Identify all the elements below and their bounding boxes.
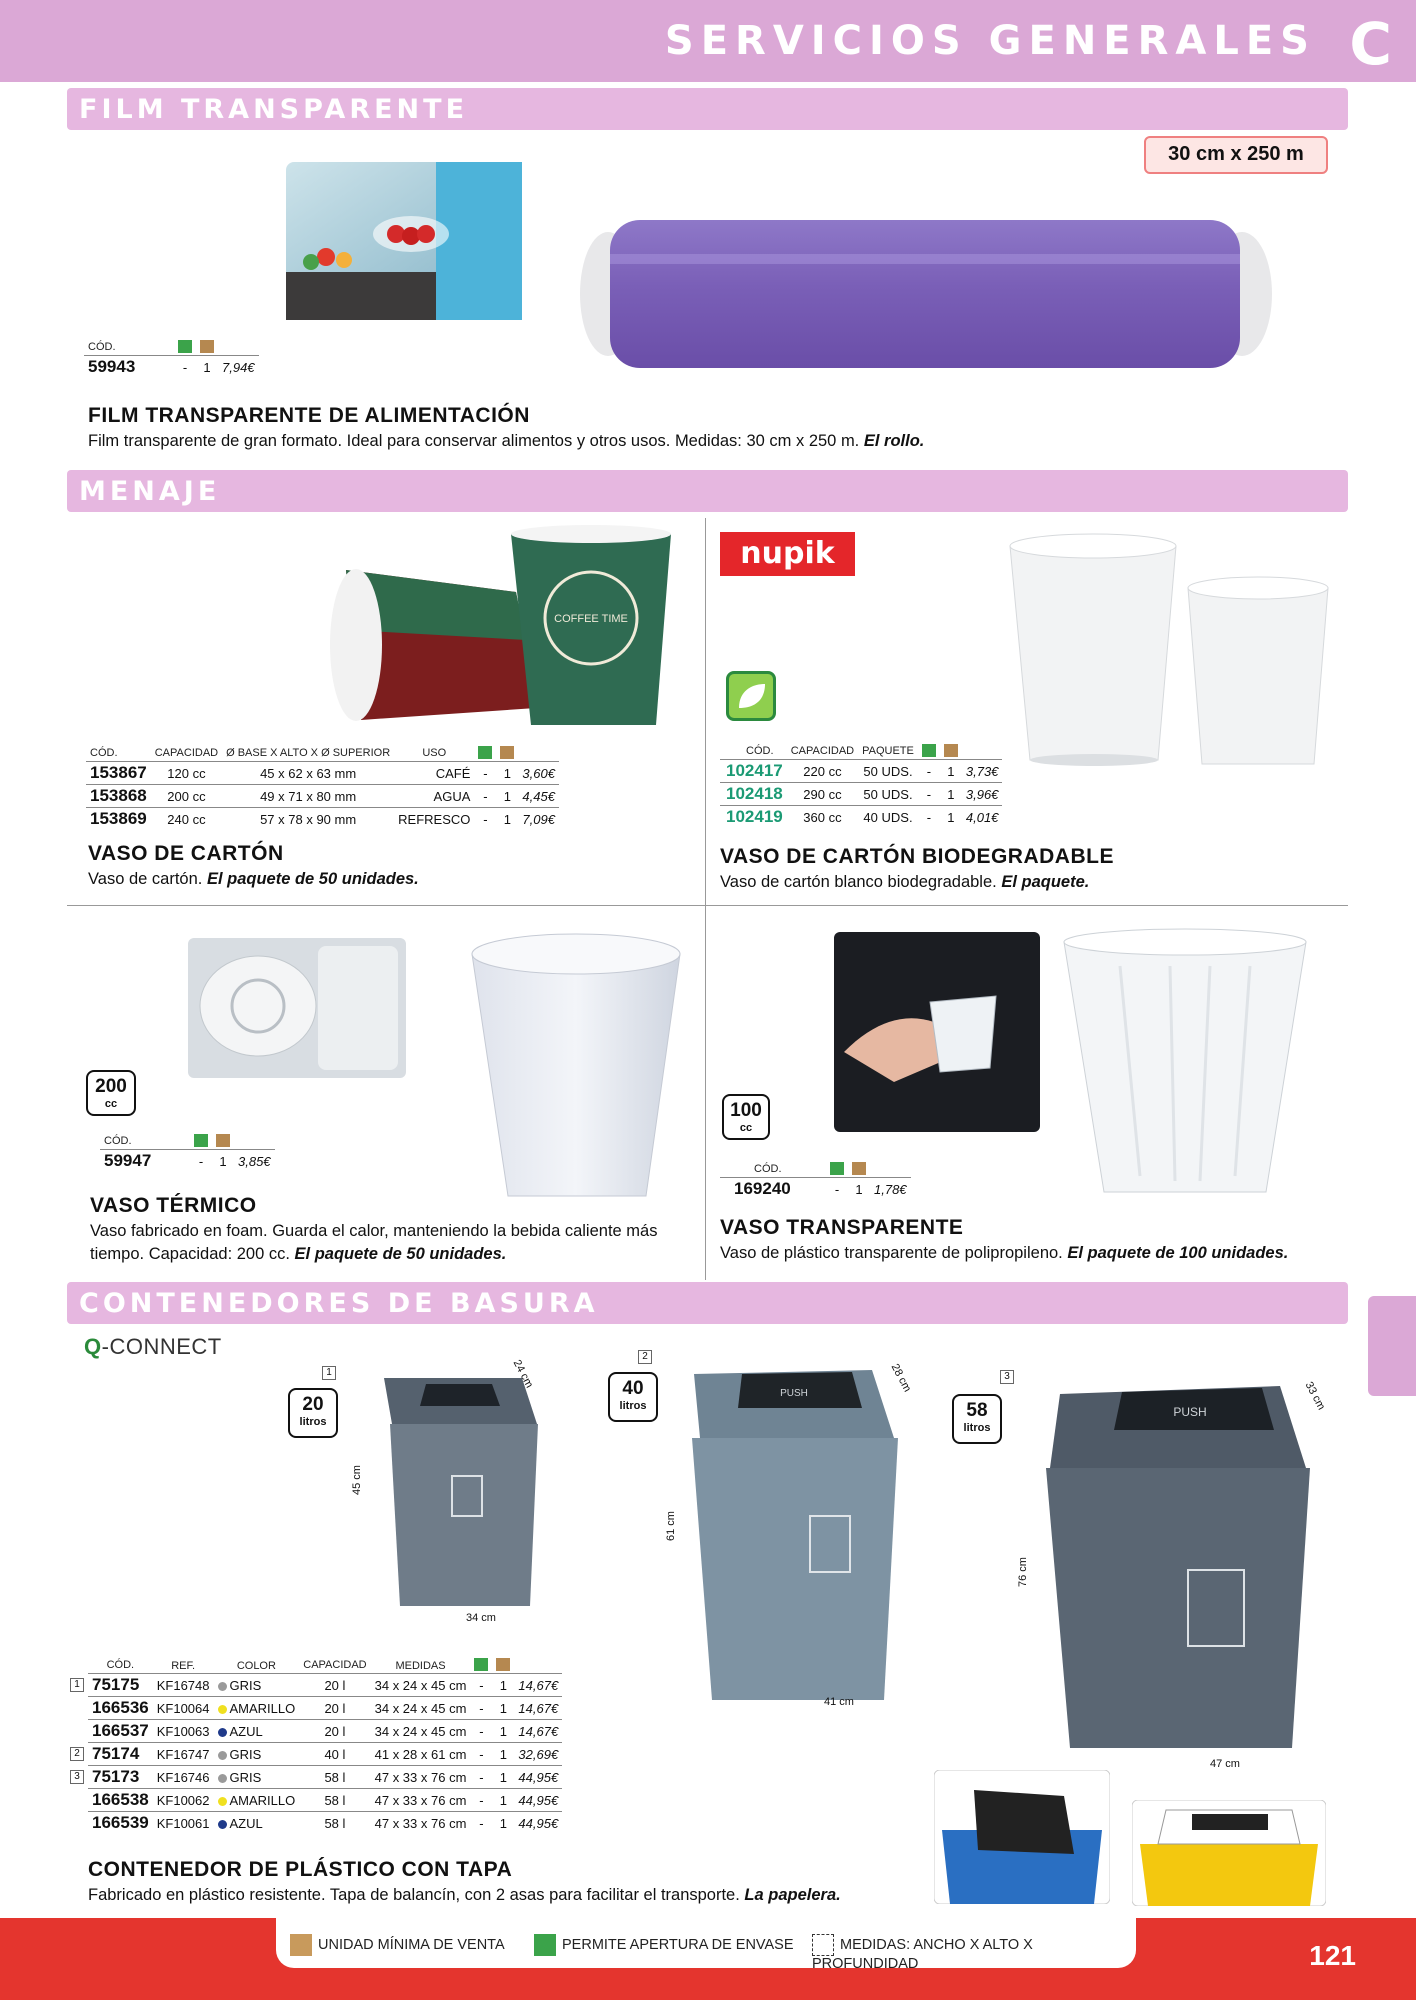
bin-depth-label: 24 cm [510,1357,536,1391]
capacity-badge: 200 cc [86,1070,136,1116]
color-dot [218,1820,227,1829]
vaso-transparente-title: VASO TRANSPARENTE [720,1216,964,1239]
capacity-badge: 100 cc [722,1094,770,1140]
vaso-carton-description: Vaso de cartón. El paquete de 50 unidades. [88,870,419,888]
col-capacidad: CAPACIDAD [790,744,855,757]
footer-legend: UNIDAD MÍNIMA DE VENTA PERMITE APERTURA DE ENVASE MEDIDAS: ANCHO X ALTO X PROFUNDIDAD [276,1918,1136,1968]
table-row: 1 75175 KF16748 GRIS 20 l 34 x 24 x 45 cm - 1 14,67€ [66,1674,562,1697]
box-icon [200,340,214,353]
contenedor-table [66,1658,562,1835]
page-number: 121 [1309,1940,1356,1971]
bin-depth-label: 28 cm [888,1361,914,1395]
vaso-bio-title: VASO DE CARTÓN BIODEGRADABLE [720,845,1114,868]
film-price-table [84,340,259,379]
table-row: 153868 200 cc 49 x 71 x 80 mm AGUA - 1 4,45€ [86,785,559,808]
table-row: 153869 240 cc 57 x 78 x 90 mm REFRESCO - 1 7,09€ [86,808,559,831]
vaso-termico-description: Vaso fabricado en foam. Guarda el calor, manteniendo la bebida caliente más tiempo. Capacidad: 200 cc. El paquete de 50 unidades. [90,1222,658,1263]
divider-horizontal [67,905,1348,906]
bin-width-label: 41 cm [824,1696,854,1708]
vaso-bio-table [720,744,1002,829]
bin-capacity-badge: 40 litros [608,1372,658,1422]
page-title: SERVICIOS GENERALES [664,18,1316,64]
col-color: COLOR [236,1659,276,1672]
bin-depth-label: 33 cm [1302,1379,1328,1413]
bin-height-label: 45 cm [350,1465,363,1495]
contenedor-title: CONTENEDOR DE PLÁSTICO CON TAPA [88,1858,513,1881]
table-row: 102417 220 cc 50 UDS. - 1 3,73€ [720,760,1002,783]
vaso-transparente-table [720,1162,911,1201]
blue-bin-image [934,1770,1110,1904]
table-row: 59947 - 1 3,85€ [100,1150,275,1173]
divider-vertical [705,518,706,1280]
box-icon [290,1934,312,1956]
film-size-badge: 30 cm x 250 m [1144,136,1328,174]
table-row: 2 75174 KF16747 GRIS 40 l 41 x 28 x 61 cm - 1 32,69€ [66,1743,562,1766]
bin-number: 2 [70,1747,84,1761]
push-label: PUSH [780,1388,808,1399]
box-icon [944,744,958,757]
qconnect-logo: Q-CONNECT [84,1334,222,1359]
color-dot [218,1797,227,1806]
section-letter: C [1349,10,1392,78]
vaso-carton-title: VASO DE CARTÓN [88,842,284,865]
open-package-icon [474,1658,488,1671]
push-label: PUSH [1173,1405,1207,1419]
col-cod: CÓD. [746,744,774,757]
product-code: 59943 [84,356,174,379]
plastic-cup-image [1060,926,1310,1198]
col-capacidad: CAPACIDAD [154,746,219,759]
open-package-icon [922,744,936,757]
col-medidas: MEDIDAS [395,1659,446,1672]
bin-number: 3 [1000,1370,1014,1384]
bin-number: 1 [70,1678,84,1692]
bin-58l-image [1030,1370,1336,1756]
table-row: 3 75173 KF16746 GRIS 58 l 47 x 33 x 76 cm - 1 44,95€ [66,1766,562,1789]
col-ref: REF. [171,1659,196,1672]
bin-height-label: 61 cm [664,1511,677,1541]
film-roll-image [570,214,1280,374]
col-dimensiones: Ø BASE X ALTO X Ø SUPERIOR [226,746,391,759]
color-dot [218,1774,227,1783]
white-cups-image [1006,528,1336,768]
bin-number: 2 [638,1350,652,1364]
col-cod: CÓD. [754,1162,782,1175]
col-capacidad: CAPACIDAD [303,1658,367,1671]
vaso-transparente-description: Vaso de plástico transparente de polipropileno. El paquete de 100 unidades. [720,1244,1289,1262]
section-menaje-label: MENAJE [79,476,221,507]
box-icon [216,1134,230,1147]
cup-brand-text: COFFEE TIME [554,613,628,625]
film-description: Film transparente de gran formato. Ideal para conservar alimentos y otros usos. Medidas: 30 cm x 250 m. El rollo. [88,432,925,450]
film-title: FILM TRANSPARENTE DE ALIMENTACIÓN [88,404,530,427]
color-dot [218,1682,227,1691]
color-dot [218,1728,227,1737]
price: 7,94€ [218,356,259,379]
vaso-carton-table [86,746,559,831]
col-cod: CÓD. [90,746,118,759]
section-film [67,88,1348,130]
foam-cup-image [466,928,686,1204]
table-row: 166538 KF10062 AMARILLO 58 l 47 x 33 x 76 cm - 1 44,95€ [66,1789,562,1812]
table-row: 166539 KF10061 AZUL 58 l 47 x 33 x 76 cm - 1 44,95€ [66,1812,562,1835]
table-row: 166537 KF10063 AZUL 20 l 34 x 24 x 45 cm - 1 14,67€ [66,1720,562,1743]
open-package-icon [178,340,192,353]
table-row: 153867 120 cc 45 x 62 x 63 mm CAFÉ - 1 3,60€ [86,762,559,785]
bin-capacity-badge: 20 litros [288,1388,338,1438]
box-icon [500,746,514,759]
nupik-logo: nupik [720,532,855,576]
bin-capacity-badge: 58 litros [952,1394,1002,1444]
vaso-bio-description: Vaso de cartón blanco biodegradable. El paquete. [720,873,1090,891]
bin-40l-image [676,1360,916,1710]
section-contenedores [67,1282,1348,1324]
col-cod: CÓD. [106,1658,135,1671]
vaso-termico-table [100,1134,275,1173]
section-film-label: FILM TRANSPARENTE [79,94,469,125]
foam-cups-photo [188,938,406,1078]
col-cod: CÓD. [88,340,116,353]
bin-number: 3 [70,1770,84,1784]
bin-width-label: 47 cm [1210,1758,1240,1770]
box-icon [496,1658,510,1671]
section-contenedores-label: CONTENEDORES DE BASURA [79,1288,599,1319]
open-package-icon [534,1934,556,1956]
open-package-icon [194,1134,208,1147]
table-row: 166536 KF10064 AMARILLO 20 l 34 x 24 x 45 cm - 1 14,67€ [66,1697,562,1720]
paper-cups-image [326,520,676,732]
yellow-bin-image [1132,1800,1326,1906]
open-package-icon [830,1162,844,1175]
contenedor-description: Fabricado en plástico resistente. Tapa de balancín, con 2 asas para facilitar el transporte. La papelera. [88,1886,841,1904]
section-menaje [67,470,1348,512]
color-dot [218,1705,227,1714]
col-cod: CÓD. [104,1134,132,1147]
table-row: 59943 - 1 7,94€ [84,356,259,379]
bin-20l-image [372,1366,558,1616]
vaso-termico-title: VASO TÉRMICO [90,1194,257,1217]
table-row: 102418 290 cc 50 UDS. - 1 3,96€ [720,783,1002,806]
side-tab [1368,1296,1416,1396]
hand-cup-photo [834,932,1040,1132]
table-row: 169240 - 1 1,78€ [720,1178,911,1201]
eco-leaf-icon [726,671,776,721]
bin-width-label: 34 cm [466,1612,496,1624]
col-uso: USO [422,746,447,759]
bin-number: 1 [322,1366,336,1380]
dimensions-icon [812,1934,834,1956]
table-row: 102419 360 cc 40 UDS. - 1 4,01€ [720,806,1002,829]
open-package-icon [478,746,492,759]
box-icon [852,1162,866,1175]
col-paquete: PAQUETE [862,744,914,757]
color-dot [218,1751,227,1760]
film-usage-photo [286,162,522,320]
bin-height-label: 76 cm [1016,1557,1029,1587]
